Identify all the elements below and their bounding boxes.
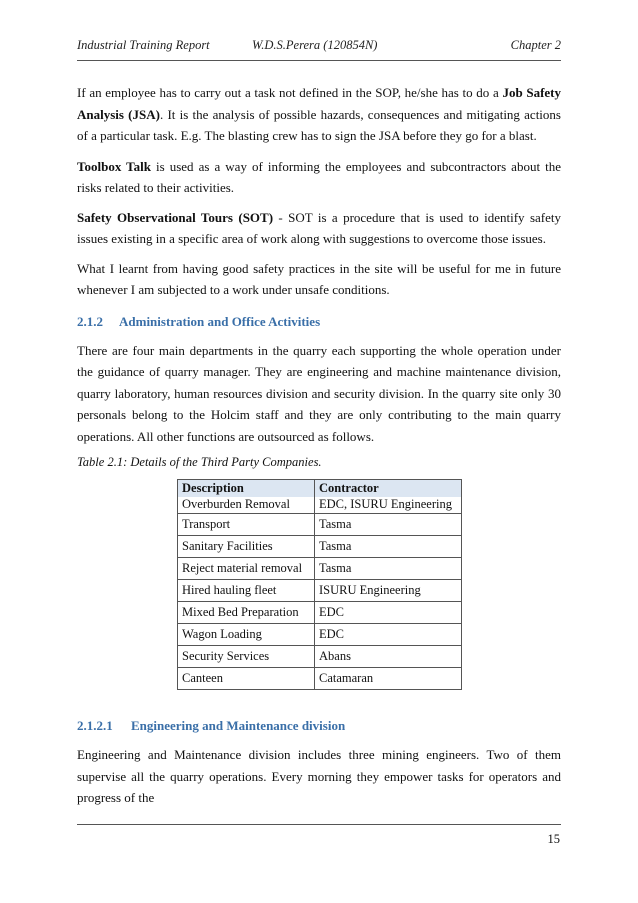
cell-contractor: EDC [315, 602, 462, 624]
table-caption: Table 2.1: Details of the Third Party Companies. [77, 455, 322, 469]
cell-contractor: ISURU Engineering [315, 580, 462, 602]
paragraph-jsa [77, 82, 561, 147]
paragraph-engineering-division: Engineering and Maintenance division includes three mining engineers. Two of them supervise all the quarry operations. Every morning they empower tasks for operators and progress of the [77, 747, 561, 805]
header-chapter: Chapter 2 [510, 38, 561, 52]
section-number: 2.1.2 [77, 313, 103, 329]
table-row [178, 497, 462, 514]
table-row [178, 536, 462, 558]
column-header-description: Description [178, 480, 315, 498]
cell-description: Sanitary Facilities [178, 536, 315, 558]
table-row [178, 646, 462, 668]
term-toolbox-talk: Toolbox Talk [77, 158, 151, 174]
term-jsa: Job Safety Analysis (JSA) [77, 85, 562, 122]
subsection-number: 2.1.2.1 [77, 718, 113, 733]
cell-description: Overburden Removal [178, 497, 315, 514]
column-header-contractor: Contractor [315, 480, 462, 498]
cell-description: Wagon Loading [178, 624, 315, 646]
term-sot: Safety Observational Tours (SOT) [77, 209, 274, 225]
page-header [77, 38, 561, 60]
cell-description: Hired hauling fleet [178, 580, 315, 602]
cell-contractor: Tasma [315, 536, 462, 558]
paragraph-text: . It is the analysis of possible hazards, consequences and mitigating actions of a particular task. E.g. The blasting crew has to sign the JSA before they go for a blast. [77, 106, 561, 143]
paragraph-learnings: What I learnt from having good safety practices in the site will be useful for me in future whenever I am subjected to a work under unsafe conditions. [77, 260, 561, 297]
header-divider [77, 60, 561, 61]
cell-contractor: Tasma [315, 514, 462, 536]
table-row [178, 558, 462, 580]
table-row [178, 624, 462, 646]
section-heading [77, 312, 561, 332]
cell-description: Security Services [178, 646, 315, 668]
paragraph-sot [77, 207, 561, 250]
paragraph-text: If an employee has to carry out a task not defined in the SOP, he/she has to do a [77, 85, 503, 100]
section-title: Administration and Office Activities [119, 313, 321, 329]
cell-contractor: Tasma [315, 558, 462, 580]
cell-contractor: EDC [315, 624, 462, 646]
header-report-title: Industrial Training Report [77, 38, 210, 52]
paragraph-text: - SOT is a procedure that is used to identify safety issues existing in a specific area of work along with suggestions to overcome those issues. [77, 209, 561, 246]
table-row [178, 580, 462, 602]
table-header-row [178, 480, 462, 498]
footer-divider [77, 824, 561, 825]
paragraph-toolbox-talk [77, 156, 561, 199]
table-row [178, 514, 462, 536]
cell-contractor: Abans [315, 646, 462, 668]
subsection-heading [77, 716, 561, 736]
cell-description: Reject material removal [178, 558, 315, 580]
header-author: W.D.S.Perera (120854N) [252, 38, 378, 52]
table-row [178, 602, 462, 624]
cell-contractor: EDC, ISURU Engineering [315, 497, 462, 514]
subsection-title: Engineering and Maintenance division [131, 718, 346, 733]
page-body [77, 82, 561, 809]
cell-description: Canteen [178, 668, 315, 690]
paragraph-text: is used as a way of informing the employees and subcontractors about the risks related to their activities. [77, 158, 561, 195]
page-number: 15 [547, 832, 560, 846]
table-row [178, 668, 462, 690]
third-party-companies-table [177, 479, 462, 690]
cell-description: Transport [178, 514, 315, 536]
paragraph-departments: There are four main departments in the quarry each supporting the whole operation under the guidance of quarry manager. They are engineering and machine maintenance division, quarry laboratory, human resources division and security division. In the quarry site only 30 personals belong to the Holcim staff and they are only contributing to the main quarry operations. All other functions are outsourced as follows. [77, 342, 561, 444]
cell-description: Mixed Bed Preparation [178, 602, 315, 624]
cell-contractor: Catamaran [315, 668, 462, 690]
